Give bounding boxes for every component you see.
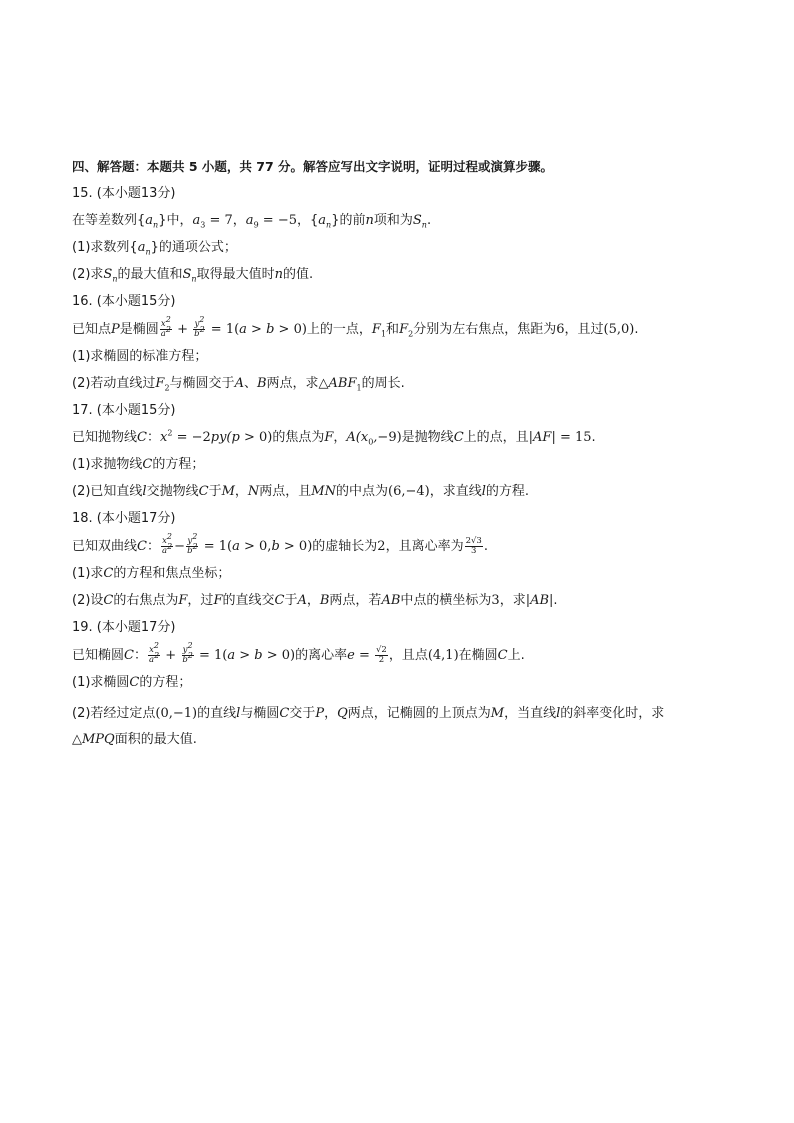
question-16-part-1: (1)求椭圆的标准方程；	[72, 349, 208, 364]
question-17-header: 17. (本小题15分)	[72, 403, 176, 418]
question-17-part-1: (1)求抛物线C的方程；	[72, 457, 205, 472]
question-18-header: 18. (本小题17分)	[72, 511, 176, 526]
question-15-part-1: (1)求数列$\{a_n\}$的通项公式；	[72, 240, 237, 257]
question-18-part-2: (2)设C的右焦点为F，过F的直线交C于A，B两点，若AB中点的横坐标为3，求|AB|.	[72, 593, 558, 608]
question-15-part-2: (2)求$S_n$的最大值和$S_n$取得最大值时n的值.	[72, 267, 314, 284]
question-16-text: 已知点P是椭圆 $\frac{x^2}{a^2}$ + $\frac{y^2}{b^2}$ = 1(a > b > 0)上的一点，$F_1$和$F_2$分别为左右焦点，焦距为6，且过(5,0).	[72, 315, 639, 339]
exam-page	[72, 158, 732, 762]
question-18-part-1: (1)求C的方程和焦点坐标；	[72, 566, 231, 581]
question-19-part-2: (2)若经过定点(0,−1)的直线l与椭圆C交于P，Q两点，记椭圆的上顶点为M，当直线l的斜率变化时，求△MPQ面积的最大值.	[72, 706, 665, 747]
question-15-text: 在等差数列$\{a_n\}$中，$a_3 = 7$，$a_9 = -5$，$\{a_n\}$的前n项和为$S_n$.	[72, 213, 432, 230]
question-19-header: 19. (本小题17分)	[72, 620, 176, 635]
question-18-text: 已知双曲线C： $\frac{x^2}{a^2}$ − $\frac{y^2}{b^2}$ = 1(a > 0,b > 0)的虚轴长为2，且离心率为 $\frac{2√3}{3}$ .	[72, 532, 488, 556]
question-16-part-2: (2)若动直线过$F_2$与椭圆交于A、B两点，求$\triangle ABF_1$的周长.	[72, 376, 405, 393]
question-17-part-2: (2)已知直线l交抛物线C于M，N两点，且MN的中点为(6,−4)，求直线l的方程.	[72, 484, 530, 499]
question-15-header: 15. (本小题13分)	[72, 186, 176, 201]
question-19-text: 已知椭圆C： $\frac{x^2}{a^2}$ + $\frac{y^2}{b^2}$ = 1(a > b > 0)的离心率e = $\frac{√2}{2}$ ，且点(4,1)在椭圆C上.	[72, 641, 525, 665]
question-17-text: 已知抛物线C：$x^2 = -2py(p > 0)$的焦点为F，$A(x_0,-9)$是抛物线C上的点，且|AF| = 15.	[72, 428, 596, 447]
question-16-header: 16. (本小题15分)	[72, 294, 176, 309]
question-19-part-1: (1)求椭圆C的方程；	[72, 675, 192, 690]
section-title: 四、解答题：本题共 5 小题，共 77 分。解答应写出文字说明，证明过程或演算步骤。	[72, 159, 554, 174]
